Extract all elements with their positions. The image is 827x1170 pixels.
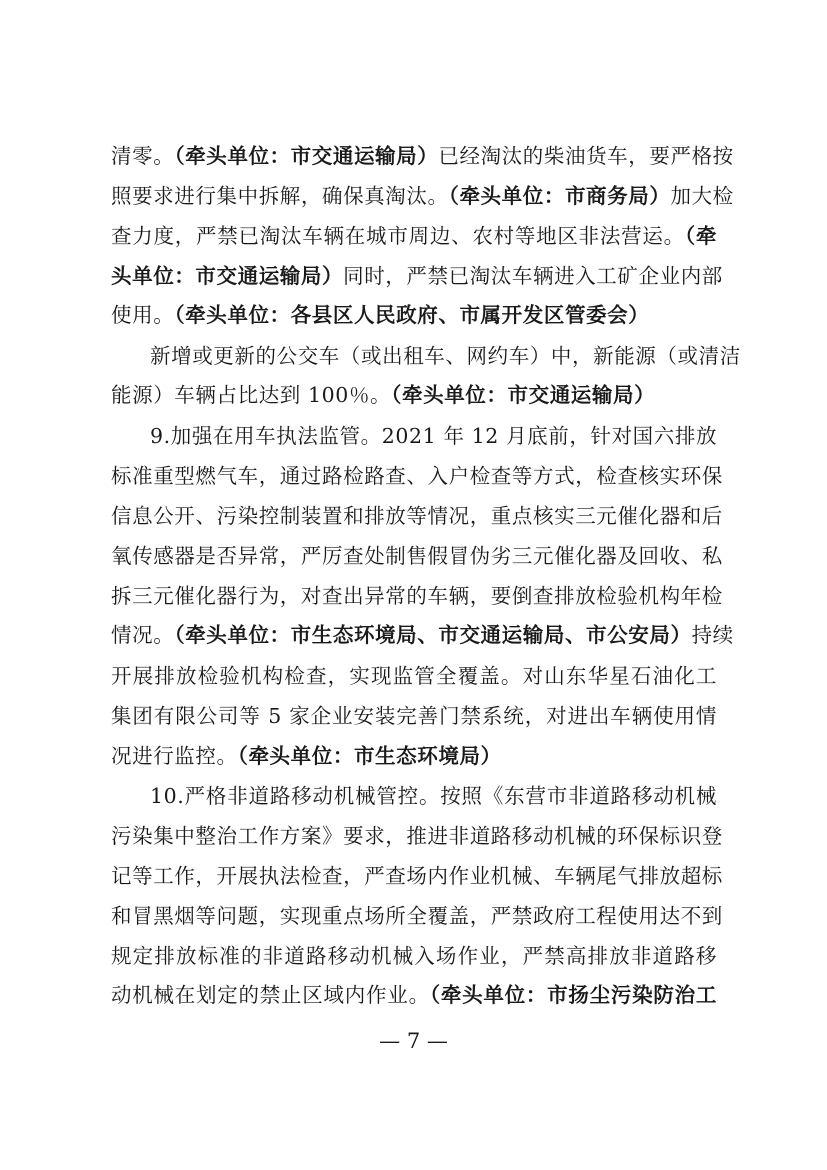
- lead-unit-note: （牵头单位：各县区人民政府、市属开发区管委会）: [174, 303, 650, 327]
- lead-unit-note: （牵: [684, 224, 717, 248]
- text-line: [111, 142, 734, 170]
- text-segment: 氧传感器是否异常，严厉查处制售假冒伪劣三元催化器及回收、私: [111, 544, 723, 568]
- text-segment: 10.严格非道路移动机械管控。按照《东营市非道路移动机械: [150, 784, 717, 808]
- text-line: [111, 262, 723, 290]
- text-line: [150, 342, 741, 370]
- text-line: [111, 662, 717, 690]
- lead-unit-note: （牵头单位：市商务局）: [448, 184, 671, 208]
- text-segment: 能源）车辆占比达到 100％。: [111, 383, 392, 407]
- lead-unit-note: （牵头单位：市交通运输局）: [391, 383, 656, 407]
- text-line: [150, 422, 717, 450]
- lead-unit-note: （牵头单位：市交通运输局）: [174, 144, 439, 168]
- text-line: [111, 902, 723, 930]
- text-segment: 标准重型燃气车，通过路检路查、入户检查等方式，检查核实环保: [111, 464, 723, 488]
- text-line: [111, 702, 717, 730]
- text-line: [111, 621, 734, 649]
- text-segment: 况进行监控。: [111, 744, 238, 768]
- text-line: [111, 862, 723, 890]
- text-segment: 信息公开、污染控制装置和排放等情况，重点核实三元催化器和后: [111, 504, 723, 528]
- text-segment: 污染集中整治工作方案》要求，推进非道路移动机械的环保标识登: [111, 824, 723, 848]
- text-segment: 和冒黑烟等问题，实现重点场所全覆盖，严禁政府工程使用达不到: [111, 904, 723, 928]
- text-segment: 清零。: [111, 144, 175, 168]
- text-segment: 同时，严禁已淘汰车辆进入工矿企业内部: [343, 264, 723, 288]
- text-segment: 规定排放标准的非道路移动机械入场作业，严禁高排放非道路移: [111, 944, 717, 968]
- lead-unit-note: （牵头单位：市扬尘污染防治工: [429, 983, 717, 1007]
- text-line: [111, 182, 734, 210]
- text-segment: 持续: [691, 623, 734, 647]
- text-segment: 加大检: [670, 184, 734, 208]
- text-segment: 查力度，严禁已淘汰车辆在城市周边、农村等地区非法营运。: [111, 224, 685, 248]
- lead-unit-note: （牵头单位：市生态环境局）: [237, 744, 502, 768]
- text-line: [150, 782, 717, 810]
- text-segment: 集团有限公司等 5 家企业安装完善门禁系统，对进出车辆使用情: [111, 704, 717, 728]
- text-line: [111, 742, 502, 770]
- text-line: [111, 542, 723, 570]
- text-line: [111, 822, 723, 850]
- text-segment: 使用。: [111, 303, 175, 327]
- text-line: [111, 942, 717, 970]
- text-line: [111, 582, 723, 610]
- page-number: — 7 —: [379, 1029, 448, 1053]
- lead-unit-note: （牵头单位：市生态环境局、市交通运输局、市公安局）: [174, 623, 692, 647]
- text-segment: 情况。: [111, 623, 175, 647]
- text-line: [111, 981, 717, 1009]
- text-segment: 9.加强在用车执法监管。2021 年 12 月底前，针对国六排放: [150, 424, 718, 448]
- text-segment: 照要求进行集中拆解，确保真淘汰。: [111, 184, 449, 208]
- text-line: [111, 301, 649, 329]
- text-line: [111, 462, 723, 490]
- lead-unit-note: 头单位：市交通运输局）: [111, 264, 344, 288]
- text-line: [111, 222, 717, 250]
- text-segment: 新增或更新的公交车（或出租车、网约车）中，新能源（或清洁: [150, 344, 741, 368]
- text-segment: 动机械在划定的禁止区域内作业。: [111, 983, 430, 1007]
- text-segment: 记等工作，开展执法检查，严查场内作业机械、车辆尾气排放超标: [111, 864, 723, 888]
- text-line: [111, 381, 655, 409]
- text-segment: 已经淘汰的柴油货车，要严格按: [438, 144, 734, 168]
- text-segment: 开展排放检验机构检查，实现监管全覆盖。对山东华星石油化工: [111, 664, 717, 688]
- text-line: [111, 502, 723, 530]
- text-segment: 拆三元催化器行为，对查出异常的车辆，要倒查排放检验机构年检: [111, 584, 723, 608]
